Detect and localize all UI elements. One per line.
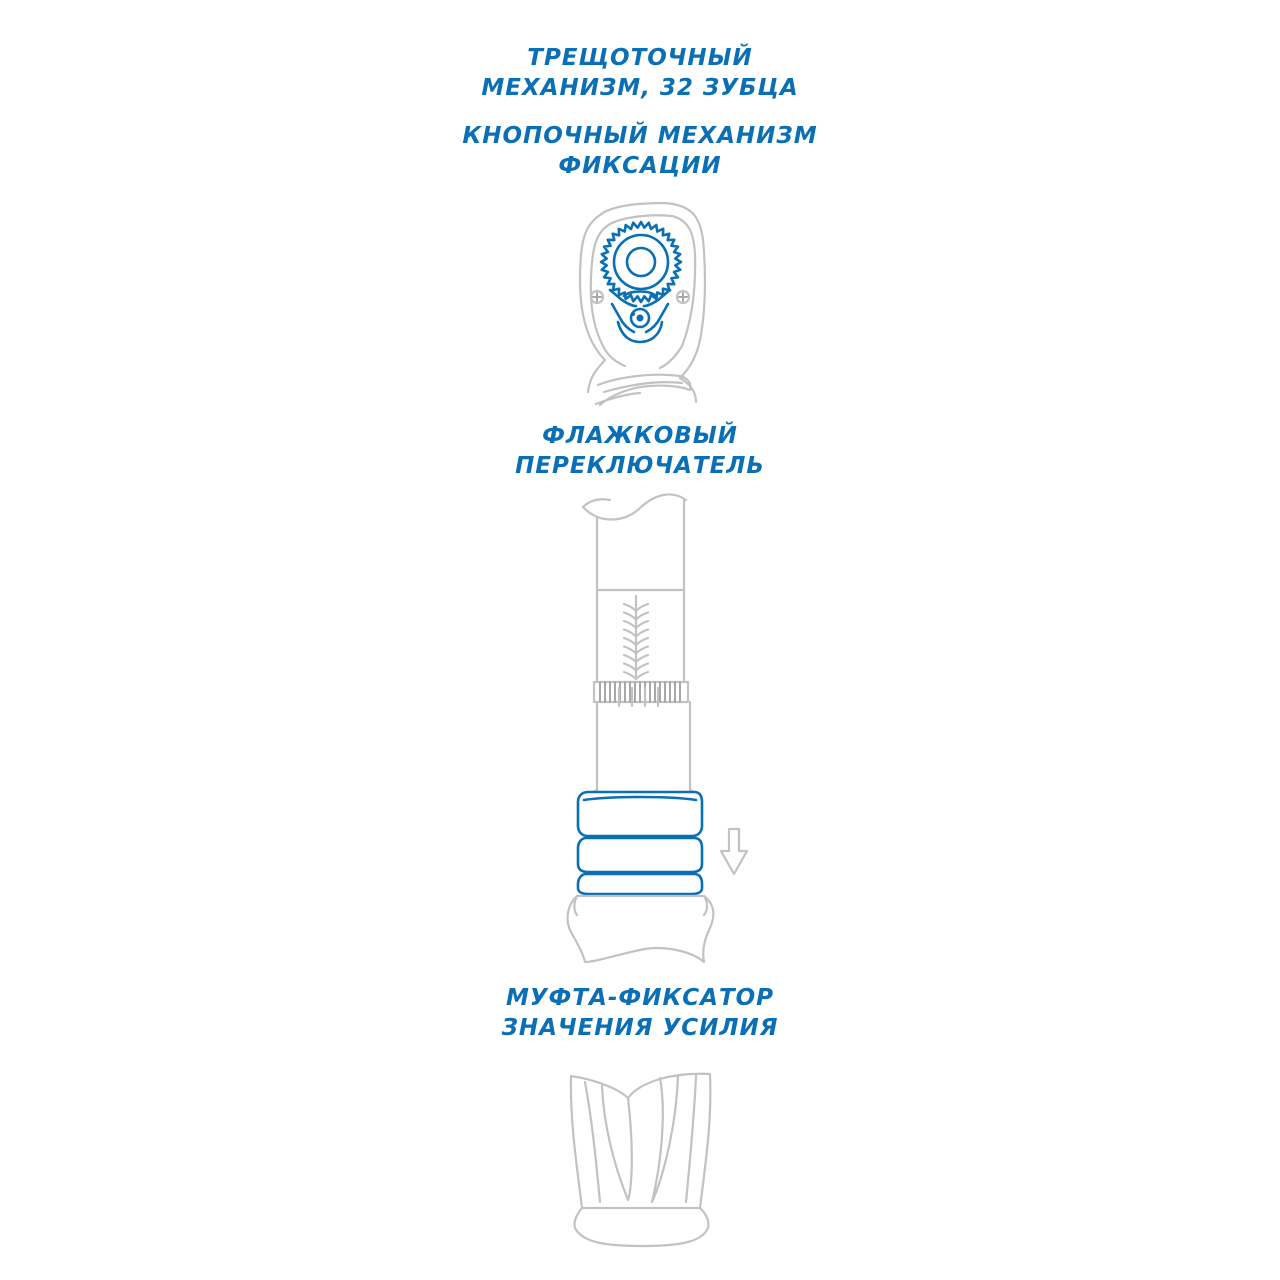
grip-flute-4 xyxy=(686,1076,696,1202)
ratchet-spring-dot xyxy=(631,312,635,316)
lock-coupling-label-line-2: ЗНАЧЕНИЯ УСИЛИЯ xyxy=(501,1015,779,1041)
ratchet-drive-square xyxy=(627,248,655,276)
ratchet-screw-right-slot xyxy=(679,293,687,301)
button-lock-label-line-2: ФИКСАЦИИ xyxy=(558,153,722,179)
lock-coupling xyxy=(577,792,705,894)
button-lock-label-line-1: КНОПОЧНЫЙ МЕХАНИЗМ xyxy=(462,123,818,149)
flag-switch-label-line-1: ФЛАЖКОВЫЙ xyxy=(542,423,738,449)
handle-collar-edge-right xyxy=(704,896,707,915)
ratchet-label-line-2: МЕХАНИЗМ, 32 ЗУБЦА xyxy=(481,75,799,101)
knurl-lines xyxy=(600,682,680,702)
ratchet-head xyxy=(580,203,705,405)
wrench-shaft xyxy=(583,494,699,800)
shaft-cut-top xyxy=(583,494,686,519)
ratchet-gear-ring xyxy=(614,235,668,289)
grip-flute-1 xyxy=(585,1082,600,1202)
handle-tube xyxy=(597,702,690,790)
grip-flute-3 xyxy=(652,1076,678,1202)
ratchet-lock-button-center xyxy=(637,315,644,322)
grip-handle xyxy=(571,1074,711,1246)
shaft-cut-top-back xyxy=(583,499,610,507)
arrow-down-icon xyxy=(721,829,747,874)
ratchet-neck-right xyxy=(660,346,682,368)
handle-collar xyxy=(568,896,714,962)
flag-switch-label-line-2: ПЕРЕКЛЮЧАТЕЛЬ xyxy=(515,453,765,479)
ratchet-neck-left xyxy=(603,346,625,366)
grip-flute-2 xyxy=(602,1086,632,1200)
ratchet-label-line-1: ТРЕЩОТОЧНЫЙ xyxy=(527,45,753,71)
ratchet-screw-left-slot xyxy=(593,293,601,301)
handle-collar-edge xyxy=(574,896,577,915)
handle-collar-outline xyxy=(568,896,714,962)
lock-coupling-label-line-1: МУФТА-ФИКСАТОР xyxy=(505,985,775,1011)
